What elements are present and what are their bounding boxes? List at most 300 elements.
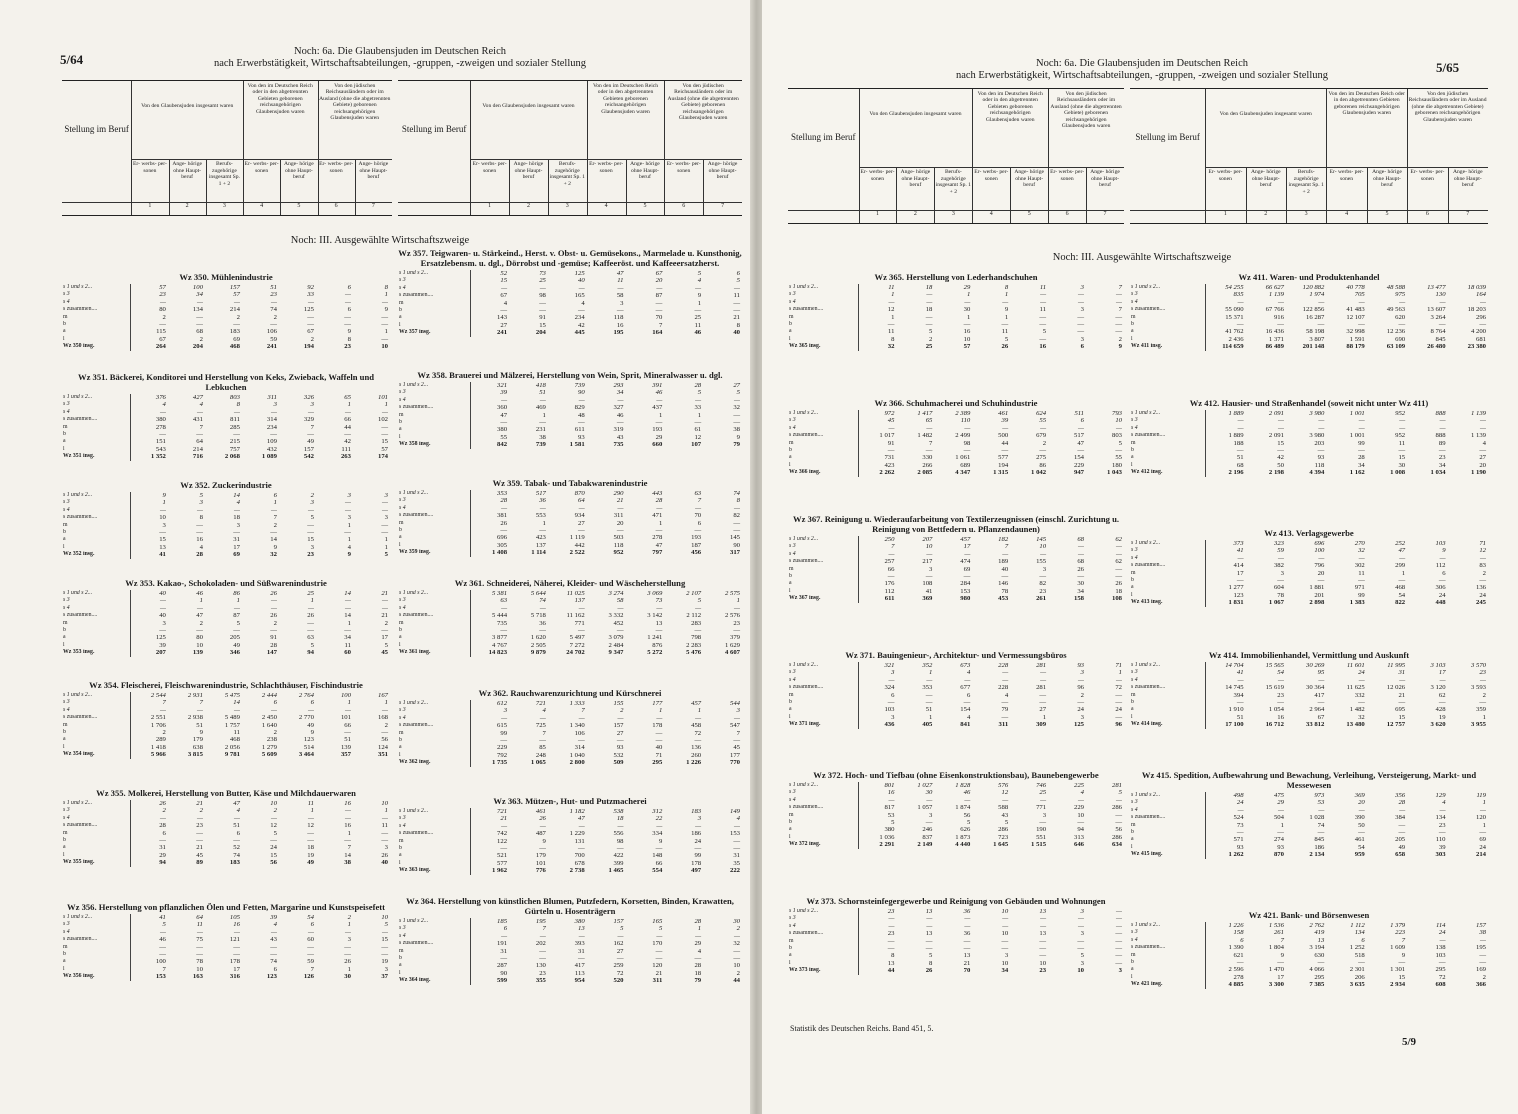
row-label: s 1 und s 2...	[398, 490, 470, 497]
table-cell: 1	[929, 713, 933, 721]
table-cell: 1 379	[1390, 922, 1406, 929]
header-col-number: 4	[1345, 210, 1349, 217]
table-cell: —	[345, 408, 351, 416]
table-cell: —	[1039, 573, 1047, 581]
table-cell: —	[1040, 669, 1047, 677]
table-cell: 611	[574, 426, 585, 434]
table-cell: 376	[155, 394, 166, 401]
table-cell: 24	[270, 844, 277, 852]
row-label: s zusammen....	[62, 714, 131, 721]
table-row	[398, 534, 742, 541]
table-row	[398, 426, 742, 433]
table-cell: 4 200	[1470, 328, 1486, 336]
row-label: s 3	[62, 807, 131, 814]
header-sub-erwerbs: Er- werbs- per- sonen	[1050, 169, 1085, 182]
row-label: s 4	[62, 929, 131, 936]
table-cell: 7	[310, 423, 314, 431]
table-cell: 46	[159, 936, 166, 944]
row-label: Wz 362 insg.	[398, 759, 470, 766]
table-row	[788, 826, 1124, 833]
table-cell: 66	[344, 416, 351, 424]
table-cell: 3	[162, 521, 166, 529]
table-cell: 359	[1475, 706, 1486, 714]
table-cell: —	[307, 619, 314, 627]
row-label: m	[62, 830, 131, 837]
row-label: l	[62, 966, 131, 973]
table-cell: 373	[1233, 540, 1244, 547]
table-cell: 16	[196, 536, 203, 544]
table-cell: 190	[1036, 826, 1047, 834]
table-cell: 9	[310, 729, 314, 737]
table-cell: 7	[1118, 306, 1122, 314]
table-cell: 46	[196, 590, 203, 597]
table-cell: 3	[199, 499, 203, 507]
table-cell: 58 198	[1305, 328, 1325, 336]
table-cell: —	[308, 928, 314, 936]
table-cell: 52	[233, 844, 240, 852]
table-cell: —	[1237, 298, 1244, 306]
table-cell: 67 766	[1265, 306, 1284, 314]
table-cell: 2 450	[261, 714, 277, 722]
table-cell: 28	[270, 641, 277, 649]
table-cell: 64	[196, 438, 203, 446]
table-cell: 11 625	[1346, 684, 1365, 692]
table-row	[398, 649, 742, 656]
table-cell: 1 112	[1350, 922, 1365, 929]
table-cell: 469	[535, 404, 546, 412]
table-cell: 21	[500, 815, 508, 823]
table-cell: 17	[1277, 973, 1284, 981]
row-label: a	[62, 736, 131, 743]
table-cell: 23	[1479, 669, 1486, 677]
table-cell: 11	[888, 328, 895, 336]
row-label: b	[788, 699, 859, 706]
table-cell: —	[1398, 821, 1406, 829]
table-cell: 3 069	[647, 590, 663, 597]
table-row	[62, 714, 390, 721]
table-cell: —	[1039, 321, 1047, 329]
table-cell: —	[382, 597, 388, 605]
table-cell: 125	[574, 270, 585, 277]
header-col-number: 5	[1385, 210, 1389, 217]
table-row	[1130, 540, 1488, 547]
table-cell: 39	[500, 389, 508, 397]
table-cell: —	[307, 951, 314, 959]
section-heading: Wz 411. Waren- und Produktenhandel	[1238, 272, 1380, 282]
table-cell: 626	[960, 826, 971, 834]
table-cell: 3	[310, 499, 314, 507]
table-cell: —	[733, 519, 740, 527]
table-cell: —	[1078, 424, 1084, 432]
table-row	[1130, 721, 1488, 728]
table-cell: 241	[266, 343, 277, 351]
table-cell: 1 301	[1390, 966, 1406, 974]
table-cell: 72	[1438, 973, 1446, 981]
row-label: s 1 und s 2...	[1130, 792, 1205, 799]
row-label: Wz 421 insg.	[1130, 981, 1205, 988]
table-row	[1130, 584, 1488, 591]
row-label: Wz 363 insg.	[398, 867, 470, 874]
table-cell: —	[344, 529, 351, 537]
table-cell: 2 107	[686, 590, 702, 597]
table-cell: 281	[1036, 684, 1047, 692]
table-cell: 3 464	[298, 751, 314, 759]
table-cell: 2 522	[569, 549, 585, 557]
table-row	[788, 834, 1124, 841]
table-cell: 207	[155, 649, 166, 657]
table-cell: 114 659	[1222, 343, 1244, 351]
table-cell: 30	[1077, 580, 1084, 588]
table-cell: 179	[192, 736, 203, 744]
table-cell: 27	[1479, 454, 1486, 462]
table-cell: 6	[310, 699, 314, 707]
table-cell: —	[233, 408, 240, 416]
table-cell: —	[655, 737, 663, 745]
header-col-number: 7	[1103, 210, 1107, 217]
table-cell: 73	[539, 270, 546, 277]
table-cell: —	[270, 604, 277, 612]
table-cell: —	[539, 845, 546, 853]
table-cell: 30	[733, 918, 740, 925]
row-label: l	[62, 744, 131, 751]
table-cell: 380	[497, 426, 508, 434]
table-cell: 23	[270, 291, 277, 299]
table-cell: —	[233, 814, 240, 822]
table-cell: 19	[381, 958, 388, 966]
row-label: s 3	[62, 291, 131, 298]
table-cell: 91	[887, 439, 895, 447]
table-cell: 53	[1317, 799, 1325, 807]
table-cell: 437	[652, 404, 663, 412]
table-cell: —	[1116, 915, 1122, 923]
row-label: b	[398, 419, 470, 426]
table-cell: —	[1278, 676, 1284, 684]
row-label: a	[1130, 706, 1205, 713]
table-cell: —	[733, 845, 740, 853]
table-row	[398, 730, 742, 737]
table-cell: 252	[1395, 540, 1406, 547]
table-cell: —	[925, 945, 933, 953]
table-cell: 1	[236, 597, 240, 605]
table-cell: —	[578, 527, 585, 535]
header-col-number: 1	[876, 210, 879, 217]
table-cell: 34	[1438, 461, 1446, 469]
table-cell: 14	[270, 536, 277, 544]
table-cell: 47	[233, 800, 240, 807]
table-cell: 3	[1080, 713, 1084, 721]
table-cell: —	[381, 313, 388, 321]
table-cell: 238	[266, 736, 277, 744]
table-cell: 442	[574, 541, 585, 549]
table-row	[788, 789, 1124, 796]
row-label: s 1 und s 2...	[62, 800, 131, 807]
table-row	[788, 469, 1124, 476]
row-label: a	[62, 844, 131, 851]
data-table	[788, 536, 1124, 603]
table-cell: 93	[616, 744, 624, 752]
table-cell: 2	[199, 335, 203, 343]
table-cell: 295	[1314, 973, 1325, 981]
table-cell: 13	[578, 925, 585, 933]
table-cell: —	[539, 307, 546, 315]
table-cell: —	[1358, 424, 1365, 432]
table-row	[398, 277, 742, 284]
row-label: s 4	[398, 823, 470, 830]
table-cell: 1	[736, 597, 740, 605]
row-label: s 3	[398, 389, 470, 396]
table-cell: —	[1439, 806, 1446, 814]
table-cell: 16	[1277, 713, 1284, 721]
table-row	[788, 721, 1124, 728]
table-cell: 55	[1115, 454, 1122, 462]
table-cell: 6	[736, 270, 740, 277]
table-cell: 1 043	[1106, 469, 1122, 477]
table-cell: 15	[381, 936, 388, 944]
section-heading: Wz 352. Zuckerindustrie	[180, 480, 272, 490]
row-label: m	[788, 566, 859, 573]
table-cell: 105	[229, 914, 240, 921]
table-row	[62, 844, 390, 851]
table-cell: 3	[1004, 952, 1009, 960]
table-cell: 222	[729, 867, 740, 875]
row-label: Wz 357 insg.	[398, 329, 470, 336]
table-cell: 5	[736, 277, 740, 285]
table-cell: 22	[655, 815, 663, 823]
row-label: Wz 366 insg.	[788, 469, 859, 476]
data-table	[788, 410, 1124, 477]
table-cell: 109	[266, 438, 277, 446]
table-cell: 51	[233, 822, 240, 830]
table-row	[1130, 922, 1488, 929]
table-row	[398, 542, 742, 549]
table-cell: 15	[1398, 454, 1406, 462]
table-cell: —	[539, 419, 546, 427]
table-cell: —	[1001, 713, 1009, 721]
column-divider	[587, 81, 588, 215]
table-cell: 577	[998, 454, 1009, 462]
table-cell: 673	[960, 662, 971, 669]
table-cell: —	[1078, 796, 1084, 804]
column-divider	[243, 81, 244, 215]
table-cell: 9	[384, 306, 388, 314]
table-cell: 452	[613, 619, 624, 627]
table-cell: 9 781	[224, 751, 240, 759]
table-cell: —	[1040, 676, 1047, 684]
table-cell: 40	[159, 590, 166, 597]
table-cell: —	[1318, 554, 1325, 562]
table-cell: —	[1237, 417, 1244, 425]
table-cell: 51	[196, 721, 203, 729]
table-cell: —	[233, 604, 240, 612]
table-row	[398, 512, 742, 519]
table-cell: 34	[616, 389, 624, 397]
table-cell: —	[695, 714, 702, 722]
section-title: Noch: III. Ausgewählte Wirtschaftszweige	[290, 235, 470, 246]
table-cell: 7	[658, 321, 663, 329]
table-cell: 45	[381, 649, 388, 657]
table-cell: 551	[1036, 833, 1047, 841]
section-title: Noch: III. Ausgewählte Wirtschaftszweige	[1052, 252, 1232, 263]
row-label: m	[398, 620, 470, 627]
section-heading: Wz 371. Bauingenieur-, Architektur- und Vermessungsbüros	[845, 650, 1067, 660]
table-row	[398, 808, 742, 815]
table-cell: 2	[1482, 973, 1486, 981]
table-cell: 3 300	[1268, 981, 1284, 989]
table-row	[788, 908, 1124, 915]
table-cell: 59	[307, 958, 314, 966]
data-table	[62, 492, 390, 559]
table-cell: 3	[310, 543, 314, 551]
table-cell: 1	[384, 328, 388, 336]
data-table	[398, 490, 742, 557]
table-cell: 176	[884, 580, 895, 588]
table-cell: 608	[1435, 981, 1446, 989]
table-cell: 3	[347, 936, 351, 944]
table-cell: 2 262	[879, 469, 895, 477]
header-sub-angehoerige: Ange- hörige ohne Haupt- beruf	[513, 161, 544, 181]
section-heading: Wz 356. Herstellung von pflanzlichen Ölen und Fetten, Margarine und Kunstspeisefett	[67, 902, 385, 912]
table-cell: 48 588	[1386, 284, 1406, 291]
table-cell: 98	[616, 837, 624, 845]
page-title	[862, 58, 1422, 82]
row-label: s 1 und s 2...	[62, 914, 131, 921]
table-cell: —	[655, 955, 663, 963]
table-cell: 6	[347, 284, 351, 291]
section-wz357	[398, 248, 742, 337]
header-sub-angehoerige: Ange- hörige ohne Haupt- beruf	[707, 161, 738, 181]
table-cell: 18	[1115, 587, 1122, 595]
section-wz355	[62, 788, 390, 867]
table-cell: —	[655, 947, 663, 955]
table-cell: 36	[539, 497, 546, 505]
table-cell: 58	[616, 292, 624, 300]
table-cell: 3 142	[647, 612, 663, 620]
table-cell: 776	[535, 867, 546, 875]
table-row	[1130, 417, 1488, 424]
table-cell: 323	[1273, 540, 1284, 547]
table-cell: 158	[1073, 595, 1084, 603]
data-table	[788, 662, 1124, 729]
table-cell: —	[1002, 676, 1009, 684]
row-label: s zusammen....	[788, 432, 859, 439]
table-cell: 1	[310, 597, 314, 605]
table-cell: —	[344, 431, 351, 439]
table-cell: 188	[1233, 439, 1244, 447]
table-row	[398, 925, 742, 932]
table-cell: —	[733, 411, 740, 419]
row-label: Wz 354 insg.	[62, 751, 131, 758]
table-cell: 14	[233, 699, 240, 707]
table-cell: 120 882	[1302, 284, 1325, 291]
row-label: s 4	[788, 425, 859, 432]
table-cell: 12 236	[1386, 328, 1406, 336]
table-row	[398, 977, 742, 984]
table-cell: 3	[236, 521, 240, 529]
table-row	[398, 627, 742, 634]
row-label: m	[788, 692, 859, 699]
table-cell: 99	[1358, 439, 1365, 447]
table-cell: 47	[500, 411, 508, 419]
table-cell: —	[233, 431, 240, 439]
table-cell: 3	[891, 669, 895, 677]
table-cell: 129	[1435, 792, 1446, 799]
table-cell: 5	[273, 829, 277, 837]
table-cell: 5	[199, 492, 203, 499]
table-cell: 60	[344, 649, 351, 657]
table-cell: —	[1480, 806, 1486, 814]
table-cell: 9 879	[530, 649, 546, 657]
row-label: l	[62, 852, 131, 859]
table-cell: 2 551	[150, 714, 166, 722]
table-row	[398, 434, 742, 441]
row-label: s zusammen....	[1130, 814, 1205, 821]
table-cell: 393	[574, 940, 585, 948]
table-cell: 2 056	[224, 743, 240, 751]
table-cell: 757	[229, 445, 240, 453]
table-row	[62, 852, 390, 859]
table-cell: 3 079	[608, 634, 624, 642]
table-cell: —	[964, 915, 971, 923]
table-cell: 3	[1080, 335, 1084, 343]
table-cell: —	[925, 321, 933, 329]
table-cell: 102	[377, 416, 388, 424]
table-cell: 5	[310, 641, 314, 649]
table-cell: 228	[998, 684, 1009, 692]
table-cell: —	[1001, 945, 1009, 953]
table-cell: 7	[697, 497, 702, 505]
table-cell: —	[344, 943, 351, 951]
row-label: a	[788, 706, 859, 713]
table-cell: —	[500, 307, 508, 315]
table-cell: 15	[1398, 713, 1406, 721]
table-cell: 4	[236, 807, 240, 815]
table-cell: 2 291	[879, 841, 895, 849]
row-label: Wz 371 insg.	[788, 721, 859, 728]
data-table	[1130, 540, 1488, 607]
table-cell: —	[1115, 713, 1122, 721]
table-cell: 21	[655, 969, 663, 977]
table-cell: 1	[1118, 669, 1122, 677]
table-cell: 2	[1118, 335, 1122, 343]
table-row	[788, 299, 1124, 306]
table-cell: 16	[616, 321, 624, 329]
table-cell: —	[1040, 550, 1047, 558]
table-row	[62, 438, 390, 445]
table-cell: 303	[1435, 851, 1446, 859]
table-cell: 57	[963, 343, 971, 351]
header-group-ausland: Von den jüdischen Reichsausländern oder im Ausland (ohne die abgetrennten Gebiete) geborenen reichsangehörigen Glaubensjuden waren	[667, 83, 739, 122]
table-cell: —	[695, 284, 702, 292]
header-sub-angehoerige: Ange- hörige ohne Haupt- beruf	[358, 161, 389, 181]
table-cell: 180	[1111, 461, 1122, 469]
table-cell: 1	[658, 707, 663, 715]
row-label: b	[1130, 829, 1205, 836]
table-cell: 123	[303, 736, 314, 744]
table-cell: 3	[1080, 908, 1084, 915]
table-cell: 1 581	[569, 441, 585, 449]
table-cell: 2	[929, 335, 933, 343]
row-label: Wz 356 insg.	[62, 973, 131, 980]
table-cell: —	[345, 814, 351, 822]
table-cell: 27	[616, 947, 624, 955]
row-label: s 1 und s 2...	[788, 536, 859, 543]
row-label: s 1 und s 2...	[1130, 662, 1205, 669]
header-col-number: 6	[1065, 210, 1069, 217]
table-cell: 2	[384, 619, 388, 627]
table-cell: 1 139	[1470, 410, 1486, 417]
table-cell: 46	[694, 329, 702, 337]
data-table	[788, 782, 1124, 849]
